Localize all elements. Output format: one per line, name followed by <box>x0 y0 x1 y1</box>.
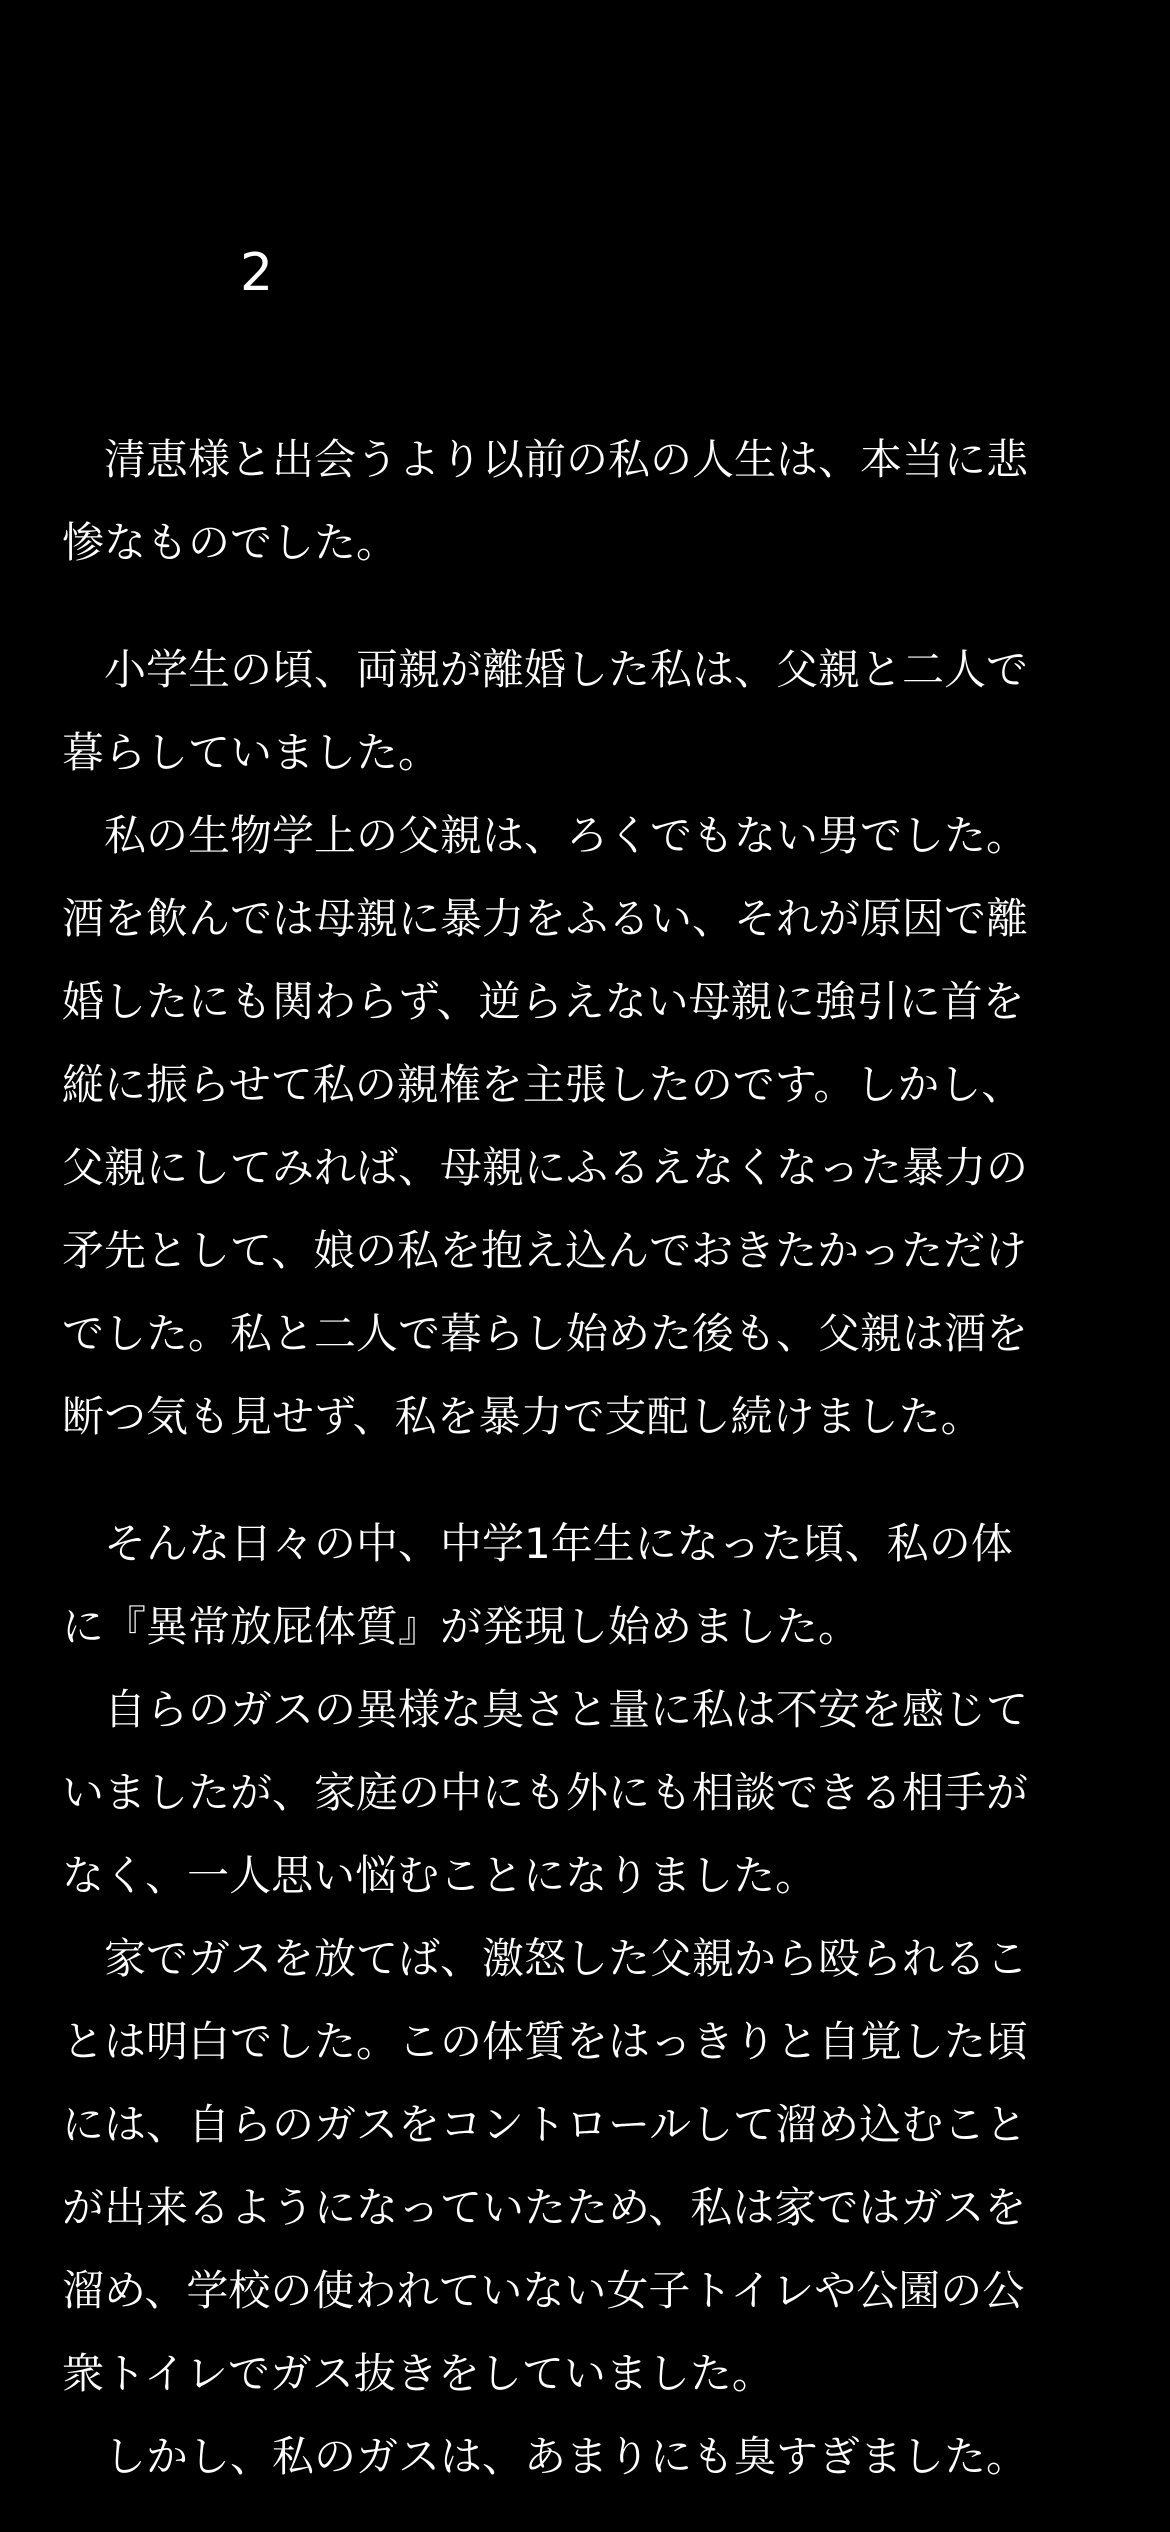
text-line: 婚したにも関わらず、逆らえない母親に強引に首を <box>62 977 1025 1026</box>
text-line: とは明白でした。この体質をはっきりと自覚した頃 <box>62 2017 1029 2066</box>
text-line: 小学生の頃、両親が離婚した私は、父親と二人で <box>62 645 1029 694</box>
text-line: そんな日々の中、中学1年生になった頃、私の体 <box>62 1519 1013 1568</box>
text-line: 惨なものでした。 <box>62 518 399 567</box>
text-line: 縦に振らせて私の親権を主張したのです。しかし、 <box>62 1060 1024 1109</box>
text-line: 清恵様と出会うより以前の私の人生は、本当に悲 <box>62 435 1029 484</box>
text-line: でした。私と二人で暮らし始めた後も、父親は酒を <box>62 1309 1029 1358</box>
text-line: 酒を飲んでは母親に暴力をふるい、それが原因で離 <box>62 894 1029 943</box>
paragraph-gap <box>62 584 1112 628</box>
paragraph-1 <box>62 418 1112 584</box>
text-line: 矛先として、娘の私を抱え込んでおきたかっただけ <box>62 1226 1028 1275</box>
text-line: 私の生物学上の父親は、ろくでもない男でした。 <box>62 811 1029 860</box>
text-line: 衆トイレでガス抜きをしていました。 <box>62 2349 774 2398</box>
text-line: 父親にしてみれば、母親にふるえなくなった暴力の <box>62 1143 1029 1192</box>
paragraph-3 <box>62 1502 1112 2498</box>
text-line: いましたが、家庭の中にも外にも相談できる相手が <box>62 1768 1029 1817</box>
chapter-number: 2 <box>240 243 274 303</box>
text-line: 溜め、学校の使われていない女子トイレや公園の公 <box>62 2266 1025 2315</box>
text-line: 家でガスを放てば、激怒した父親から殴られるこ <box>62 1934 1029 1983</box>
paragraph-2 <box>62 628 1112 1458</box>
text-line: なく、一人思い悩むことになりました。 <box>62 1851 818 1900</box>
text-line: 自らのガスの異様な臭さと量に私は不安を感じて <box>62 1685 1029 1734</box>
text-line: に『異常放屁体質』が発現し始めました。 <box>62 1602 861 1651</box>
text-line: 断つ気も見せず、私を暴力で支配し続けました。 <box>62 1392 983 1441</box>
text-line: しかし、私のガスは、あまりにも臭すぎました。 <box>62 2432 1029 2481</box>
paragraph-gap <box>62 1458 1112 1502</box>
text-line: には、自らのガスをコントロールして溜め込むこと <box>62 2100 1028 2149</box>
story-body <box>62 418 1112 2498</box>
text-line: が出来るようになっていたため、私は家ではガスを <box>62 2183 1027 2232</box>
text-line: 暮らしていました。 <box>62 728 441 777</box>
